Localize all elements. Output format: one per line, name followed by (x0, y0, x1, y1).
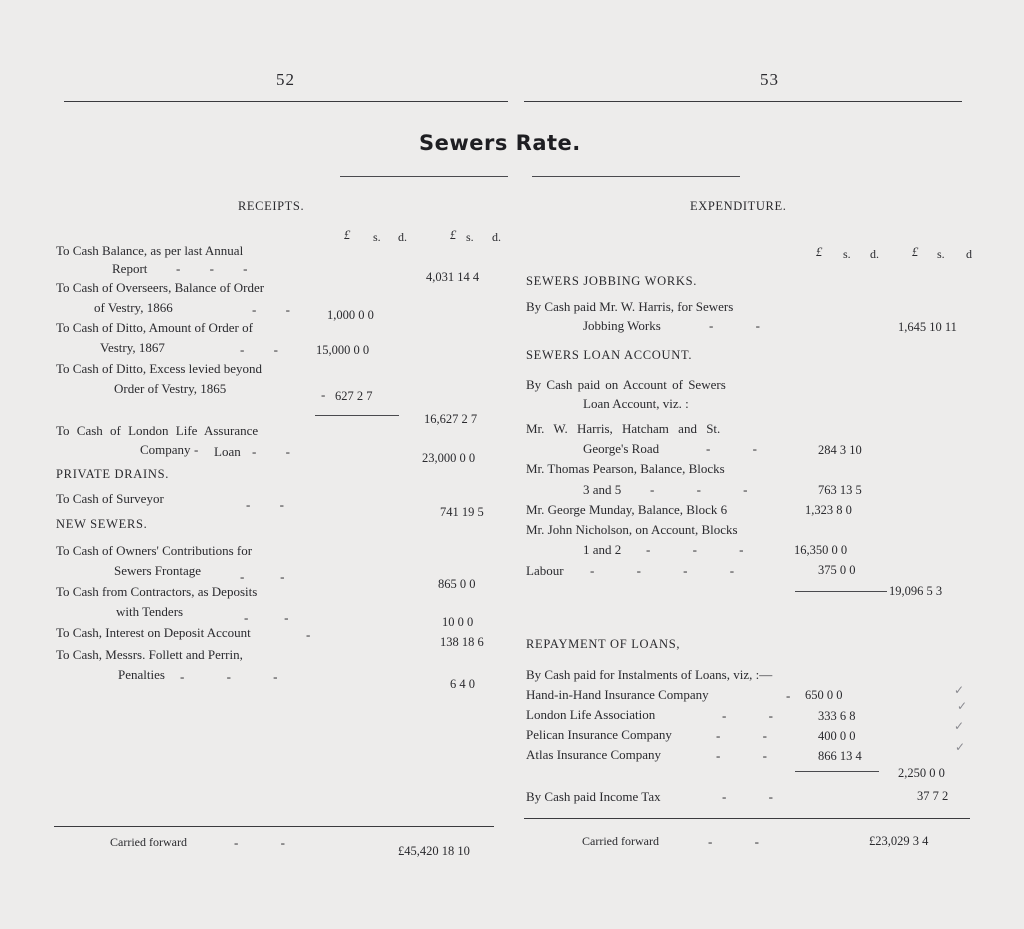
expenditure-carried-forward-amount: £23,029 3 4 (869, 834, 929, 848)
new-sewers-heading: NEW SEWERS. (56, 517, 148, 531)
expenditure-carried-forward-label: Carried forward (582, 834, 659, 848)
jobbing-line1: By Cash paid Mr. W. Harris, for Sewers (526, 299, 734, 314)
receipts-s-header: s. (373, 230, 381, 244)
expenditure-footer-rule (524, 818, 970, 819)
receipts-carried-forward-label: Carried forward (110, 835, 187, 849)
receipts-s-header-2: s. (466, 230, 474, 244)
leader-dots: - - (246, 497, 284, 512)
private-drains-heading: PRIVATE DRAINS. (56, 467, 170, 481)
loan-account-line1: By Cash paid on Account of Sewers (526, 377, 726, 392)
repayment-item-hand-in-hand: Hand-in-Hand Insurance Company (526, 687, 709, 702)
jobbing-line2: Jobbing Works (583, 318, 661, 333)
repayment-item-london-life: London Life Association (526, 707, 656, 722)
london-life-amount: 23,000 0 0 (422, 451, 476, 465)
check-mark-icon: ✓ (954, 683, 965, 697)
loan-account-line2: Loan Account, viz. : (583, 396, 689, 411)
leader-dots: - - - (180, 669, 278, 684)
loan-item-harris-line2: George's Road (583, 441, 660, 456)
leader-dots: - - - (646, 542, 744, 557)
receipts-d-header: d. (398, 230, 407, 244)
loan-item-harris-line1: Mr. W. Harris, Hatcham and St. (526, 421, 721, 436)
repayment-total: 2,250 0 0 (898, 766, 945, 780)
leader-dots: - - (252, 444, 290, 459)
exp-d-header-2: d (966, 247, 972, 261)
leader-dots: - - (716, 748, 767, 763)
leader-dots: - - (722, 789, 773, 804)
penalties-amount: 6 4 0 (450, 677, 475, 691)
loan-item-munday-line1: Mr. George Munday, Balance, Block 6 (526, 502, 728, 517)
ditto-order-line1: To Cash of Ditto, Amount of Order of (56, 320, 253, 335)
leader-dots: - (786, 688, 791, 703)
leader-dots: - - (234, 835, 285, 850)
leader-dots: - - (709, 318, 760, 333)
repayment-item-london-life-amount: 333 6 8 (818, 709, 856, 723)
receipts-d-header-2: d. (492, 230, 501, 244)
new-sewers-line2: Sewers Frontage (114, 563, 202, 578)
new-sewers-line1: To Cash of Owners' Contributions for (56, 543, 253, 558)
receipts-footer-rule (54, 826, 494, 827)
interest-line1: To Cash, Interest on Deposit Account (56, 625, 251, 640)
repayment-heading: REPAYMENT OF LOANS, (526, 637, 681, 651)
overseers-line2: of Vestry, 1866 (94, 300, 173, 315)
private-drains-amount: 741 19 5 (440, 505, 484, 519)
contractors-line2: with Tenders (116, 604, 184, 619)
private-drains-line1: To Cash of Surveyor (56, 491, 164, 506)
ditto-excess-line1: To Cash of Ditto, Excess levied beyond (56, 361, 262, 376)
interest-amount: 138 18 6 (440, 635, 484, 649)
loan-item-munday-amount: 1,323 8 0 (805, 503, 852, 517)
leader-dots: - - (244, 610, 289, 625)
leader-dots: - - (252, 302, 290, 317)
leader-dots: - - (722, 708, 773, 723)
loan-item-pearson-line2: 3 and 5 (583, 482, 622, 497)
cash-balance-line1: To Cash Balance, as per last Annual (56, 243, 244, 258)
overseers-amount: 1,000 0 0 (327, 308, 374, 322)
leader-dots: - (306, 627, 311, 642)
cash-balance-amount: 4,031 14 4 (426, 270, 480, 284)
jobbing-amount: 1,645 10 11 (898, 320, 957, 334)
repayment-item-atlas: Atlas Insurance Company (526, 747, 662, 762)
expenditure-heading: EXPENDITURE. (690, 199, 787, 213)
loan-account-heading: SEWERS LOAN ACCOUNT. (526, 348, 693, 362)
leader-dots: - - (706, 441, 757, 456)
leader-dots: - - - - (590, 563, 735, 578)
loan-item-harris-amount: 284 3 10 (818, 443, 862, 457)
leader-dots: - - (708, 834, 759, 849)
leader-dots: - - (240, 569, 285, 584)
loan-item-pearson-amount: 763 13 5 (818, 483, 862, 497)
left-page-number: 52 (276, 70, 295, 89)
leader-dots: - (321, 387, 326, 402)
exp-s-header: s. (843, 247, 851, 261)
cash-balance-line2: Report (112, 261, 148, 276)
receipts-carried-forward-amount: £45,420 18 10 (398, 844, 470, 858)
leader-dots: - - - (650, 482, 748, 497)
leader-dots: - (194, 442, 199, 457)
income-tax-amount: 37 7 2 (917, 789, 949, 803)
page-title: Sewers Rate. (419, 131, 581, 155)
loan-item-pearson-line1: Mr. Thomas Pearson, Balance, Blocks (526, 461, 725, 476)
title-rule-right (532, 176, 740, 177)
london-life-note: Loan (214, 444, 241, 459)
loan-item-nicholson-amount: 16,350 0 0 (794, 543, 848, 557)
income-tax-line1: By Cash paid Income Tax (526, 789, 661, 804)
loan-account-total: 19,096 5 3 (889, 584, 943, 598)
ditto-excess-line2: Order of Vestry, 1865 (114, 381, 227, 396)
receipts-pound-header-2: £ (450, 228, 457, 242)
exp-s-header-2: s. (937, 247, 945, 261)
ditto-order-line2: Vestry, 1867 (100, 340, 165, 355)
london-life-line1: To Cash of London Life Assurance (56, 423, 259, 438)
ditto-excess-amount: 627 2 7 (335, 389, 373, 403)
contractors-line1: To Cash from Contractors, as Deposits (56, 584, 258, 599)
leader-dots: - - - (176, 261, 248, 276)
repayment-item-atlas-amount: 866 13 4 (818, 749, 862, 763)
exp-d-header: d. (870, 247, 879, 261)
check-mark-icon: ✓ (954, 719, 965, 733)
loan-total-rule (795, 591, 887, 592)
new-sewers-amount: 865 0 0 (438, 577, 476, 591)
check-mark-icon: ✓ (955, 740, 966, 754)
penalties-line1: To Cash, Messrs. Follett and Perrin, (56, 647, 243, 662)
loan-item-labour-amount: 375 0 0 (818, 563, 856, 577)
repayment-total-rule (795, 771, 879, 772)
repayment-item-hand-in-hand-amount: 650 0 0 (805, 688, 843, 702)
leader-dots: - - (240, 342, 278, 357)
loan-item-nicholson-line1: Mr. John Nicholson, on Account, Blocks (526, 522, 738, 537)
header-rule-left (64, 101, 508, 102)
repayment-line1: By Cash paid for Instalments of Loans, viz, :— (526, 667, 773, 682)
title-rule-left (340, 176, 508, 177)
loan-item-nicholson-line2: 1 and 2 (583, 542, 622, 557)
overseers-line1: To Cash of Overseers, Balance of Order (56, 280, 265, 295)
exp-pound-header-2: £ (912, 245, 919, 259)
check-mark-icon: ✓ (957, 699, 968, 713)
loan-item-labour-line1: Labour (526, 563, 564, 578)
repayment-item-pelican-amount: 400 0 0 (818, 729, 856, 743)
london-life-line2: Company (140, 442, 191, 457)
jobbing-heading: SEWERS JOBBING WORKS. (526, 274, 698, 288)
header-rule-right (524, 101, 962, 102)
contractors-amount: 10 0 0 (442, 615, 474, 629)
repayment-item-pelican: Pelican Insurance Company (526, 727, 672, 742)
receipts-pound-header: £ (344, 228, 351, 242)
exp-pound-header: £ (816, 245, 823, 259)
subtotal-rule (315, 415, 399, 416)
penalties-line2: Penalties (118, 667, 165, 682)
right-page-number: 53 (760, 70, 779, 89)
receipts-subtotal: 16,627 2 7 (424, 412, 478, 426)
ditto-order-amount: 15,000 0 0 (316, 343, 370, 357)
receipts-heading: RECEIPTS. (238, 199, 305, 213)
leader-dots: - - (716, 728, 767, 743)
